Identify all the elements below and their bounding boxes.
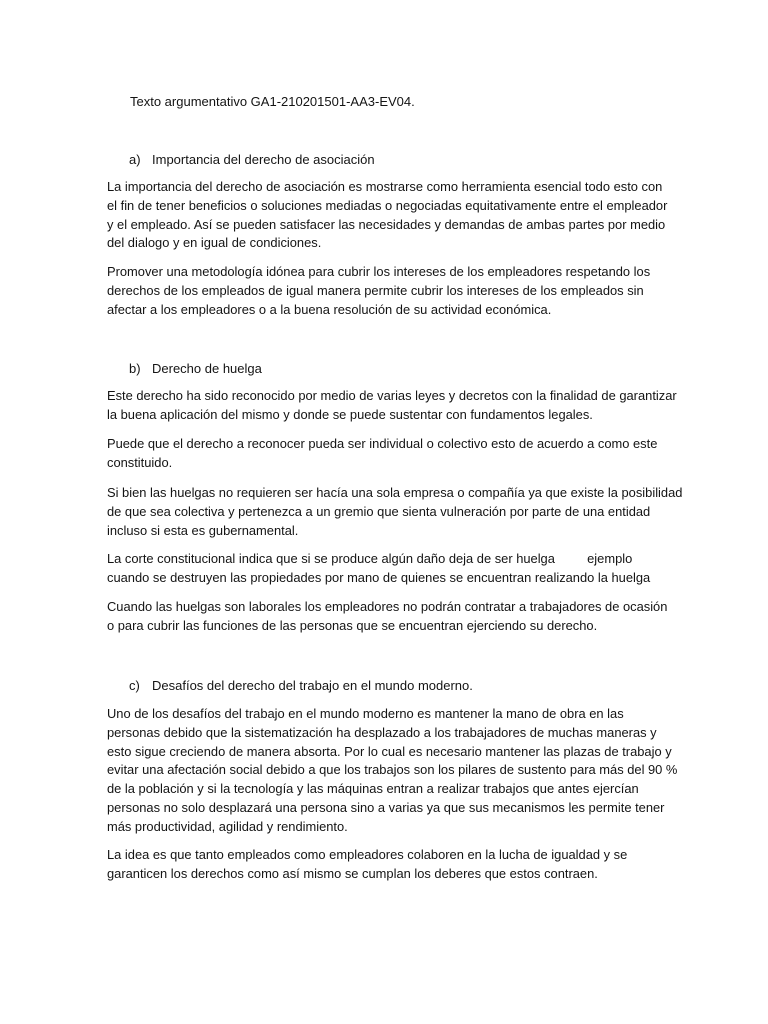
section-marker: c): [129, 678, 140, 693]
section-heading-text: Derecho de huelga: [152, 361, 262, 376]
paragraph-line: La idea es que tanto empleados como empleadores colaboren en la lucha de igualdad y se: [107, 847, 628, 862]
paragraph-line: o para cubrir las funciones de las personas que se encuentran ejerciendo su derecho.: [107, 617, 598, 633]
section-heading-a: [129, 151, 375, 169]
paragraph: [107, 846, 667, 884]
paragraph-line: La importancia del derecho de asociación es mostrarse como herramienta esencial todo esto con: [107, 179, 663, 194]
paragraph-line: de que sea colectiva y pertenezca a un gremio que sienta vulneración por parte de una entidad: [107, 503, 651, 519]
paragraph-line: garanticen los derechos como así mismo se cumplan los deberes que estos contraen.: [107, 865, 598, 881]
paragraph: [107, 484, 683, 540]
paragraph-line: constituido.: [107, 454, 173, 470]
section-marker: a): [129, 152, 141, 167]
section-heading-c: [129, 677, 473, 695]
paragraph-line: Promover una metodología idónea para cubrir los intereses de los empleadores respetando los: [107, 264, 651, 279]
section-heading-text: Importancia del derecho de asociación: [152, 152, 375, 167]
paragraph-line: de la población y si la tecnología y las máquinas entran a realizar trabajos que antes ejercían: [107, 781, 639, 796]
paragraph: [107, 550, 667, 588]
paragraph-line: incluso si esta es gubernamental.: [107, 522, 299, 538]
section-heading-b: [129, 360, 262, 378]
paragraph-line: afectar a los empleadores o a la buena resolución de su actividad económica.: [107, 301, 552, 317]
paragraph-line: La corte constitucional indica que si se produce algún daño deja de ser huelga ejemplo: [107, 551, 633, 566]
paragraph: [107, 598, 667, 636]
paragraph-line: personas debido que la sistematización ha desplazado a los trabajadores de muchas maneras y: [107, 724, 657, 740]
paragraph-line: Puede que el derecho a reconocer pueda ser individual o colectivo esto de acuerdo a como este: [107, 436, 658, 451]
paragraph: [107, 178, 667, 253]
paragraph: [107, 387, 677, 425]
paragraph-line: Si bien las huelgas no requieren ser hacía una sola empresa o compañía ya que existe la posibilidad: [107, 485, 683, 500]
paragraph: [107, 435, 667, 473]
paragraph: [107, 705, 678, 836]
paragraph-line: esto sigue creciendo de manera absorta. Por lo cual es necesario mantener las plazas de trabajo y: [107, 743, 672, 759]
paragraph-line: derechos de los empleados de igual manera permite cubrir los intereses de los empleados sin: [107, 282, 644, 298]
paragraph-line: Cuando las huelgas son laborales los empleadores no podrán contratar a trabajadores de ocasión: [107, 599, 668, 614]
paragraph-line: personas no solo desplazará una persona sino a varias ya que sus mecanismos les permite tener: [107, 799, 665, 815]
paragraph-line: y el empleado. Así se pueden satisfacer las necesidades y demandas de ambas partes por medio: [107, 216, 666, 232]
paragraph-line: el fin de tener beneficios o soluciones mediadas o negociadas equitativamente entre el empleador: [107, 197, 668, 213]
section-marker: b): [129, 361, 141, 376]
paragraph: [107, 263, 667, 319]
paragraph-line: Uno de los desafíos del trabajo en el mundo moderno es mantener la mano de obra en las: [107, 706, 624, 721]
section-heading-text: Desafíos del derecho del trabajo en el mundo moderno.: [152, 678, 473, 693]
paragraph-line: del dialogo y en igual de condiciones.: [107, 235, 322, 251]
document-title: Texto argumentativo GA1-210201501-AA3-EV04.: [130, 94, 415, 109]
paragraph-line: Este derecho ha sido reconocido por medio de varias leyes y decretos con la finalidad de garantizar: [107, 388, 677, 403]
paragraph-line: evitar una afectación social debido a que los trabajos son los pilares de sustento para más del 90 %: [107, 762, 678, 778]
paragraph-line: cuando se destruyen las propiedades por mano de quienes se encuentran realizando la huelga: [107, 569, 651, 585]
paragraph-line: más productividad, agilidad y rendimiento.: [107, 818, 348, 834]
paragraph-line: la buena aplicación del mismo y donde se puede sustentar con fundamentos legales.: [107, 406, 593, 422]
